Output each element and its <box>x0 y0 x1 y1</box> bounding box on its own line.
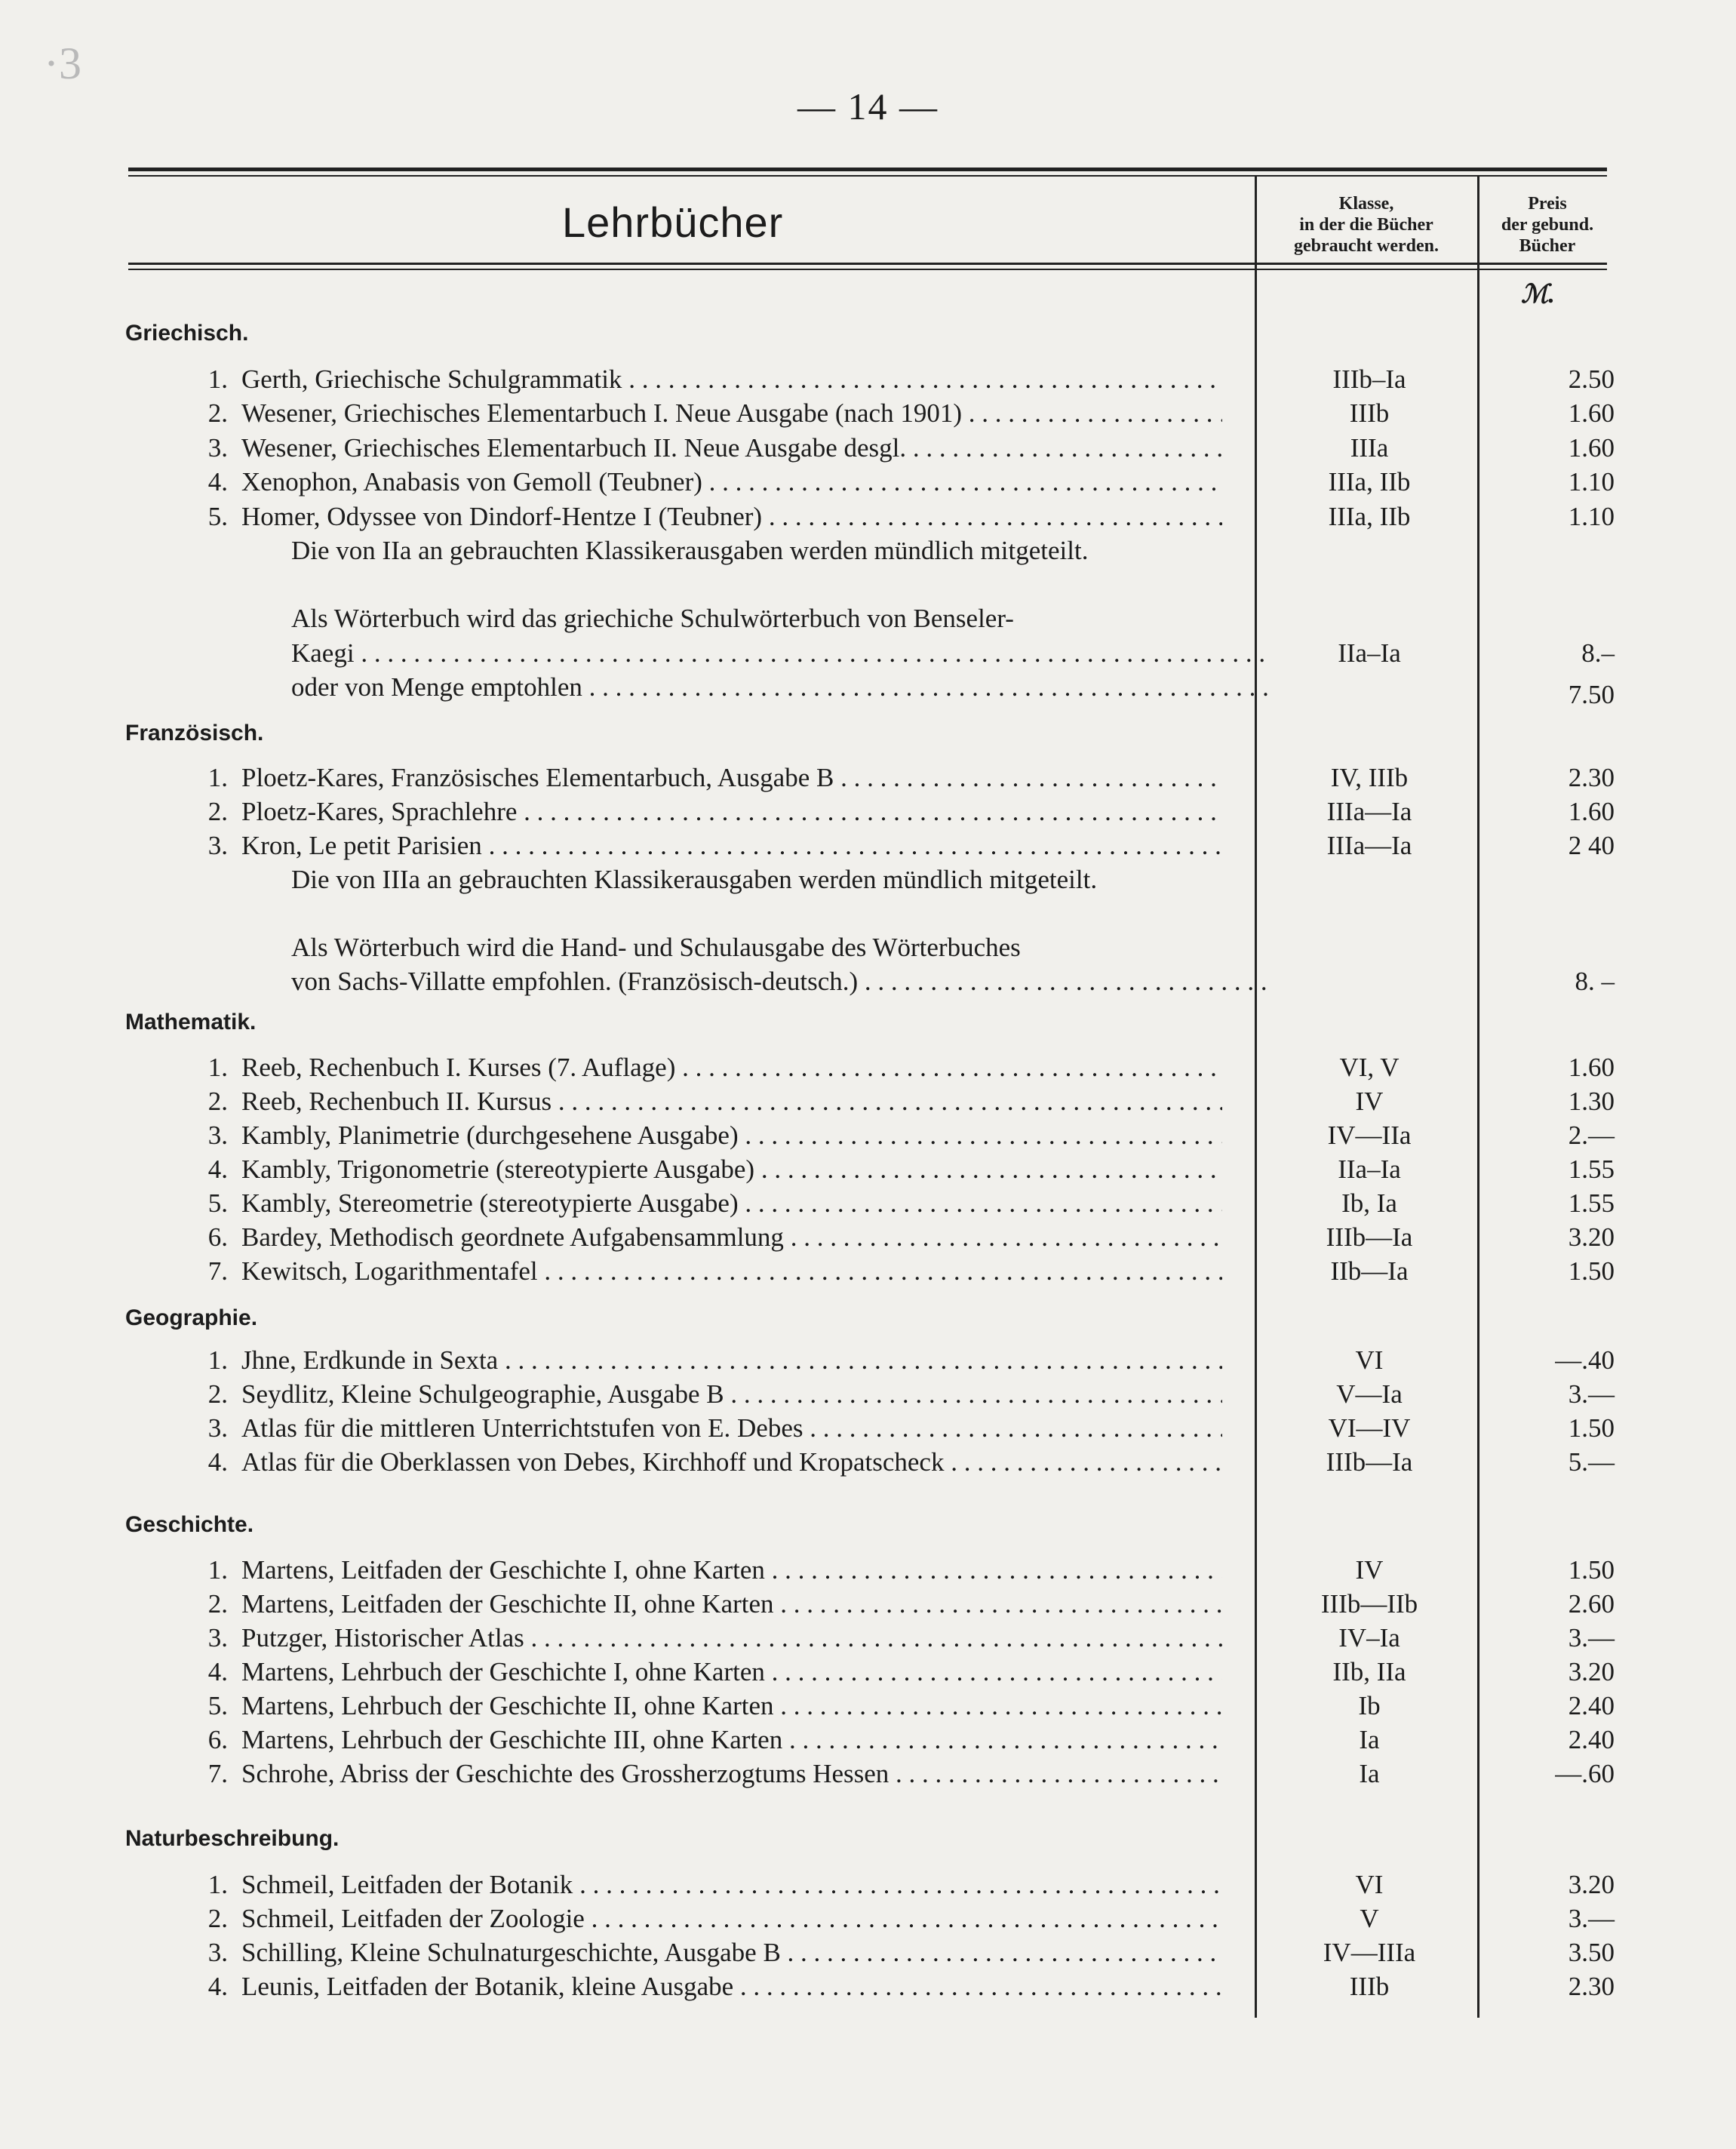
book-row: 2. Reeb, Rechenbuch II. Kursus . . . IV 1.30 <box>0 1084 1736 1118</box>
book-row: 3. Kron, Le petit Parisien . . . IIIa—Ia 2 40 <box>0 829 1736 862</box>
header-second-rule <box>128 175 1607 177</box>
page-number: — 14 — <box>797 85 939 128</box>
book-row: 1. Ploetz-Kares, Französisches Elementarbuch, Ausgabe B . . . IV, IIIb 2.30 <box>0 761 1736 795</box>
book-row: 6. Martens, Lehrbuch der Geschichte III, ohne Karten . . . Ia 2.40 <box>0 1723 1736 1757</box>
book-row: 3. Wesener, Griechisches Elementarbuch II. Neue Ausgabe desgl. . . . IIIa 1.60 <box>0 431 1736 465</box>
corner-mark: ·3 <box>44 38 81 88</box>
header-title: Lehrbücher <box>562 198 784 246</box>
section-heading-griechisch: Griechisch. <box>125 321 249 346</box>
book-row: 2. Schmeil, Leitfaden der Zoologie . . . V 3.— <box>0 1902 1736 1935</box>
note-text: Als Wörterbuch wird das griechiche Schulwörterbuch von Benseler- <box>291 604 1014 633</box>
book-row: oder von Menge emptohlen . . . 7.50 <box>0 670 1736 704</box>
book-row: 3. Putzger, Historischer Atlas . . . IV–Ia 3.— <box>0 1621 1736 1655</box>
section-heading-geographie: Geographie. <box>125 1305 258 1330</box>
header-bottom-rule-2 <box>128 269 1607 270</box>
book-row: 2. Wesener, Griechisches Elementarbuch I. Neue Ausgabe (nach 1901) . . . IIIb 1.60 <box>0 396 1736 430</box>
book-row: 3. Kambly, Planimetrie (durchgesehene Ausgabe) . . . IV—IIa 2.— <box>0 1118 1736 1152</box>
book-row: 2. Ploetz-Kares, Sprachlehre . . . IIIa—Ia 1.60 <box>0 795 1736 829</box>
book-row: 1. Jhne, Erdkunde in Sexta . . . VI —.40 <box>0 1343 1736 1377</box>
book-row: 7. Kewitsch, Logarithmentafel . . . IIb—Ia 1.50 <box>0 1254 1736 1288</box>
header-top-rule <box>128 168 1607 171</box>
book-row: von Sachs-Villatte empfohlen. (Französisch-deutsch.) . . . 8. – <box>0 964 1736 998</box>
book-row: 2. Seydlitz, Kleine Schulgeographie, Ausgabe B . . . V—Ia 3.— <box>0 1377 1736 1411</box>
section-heading-naturbeschreibung: Naturbeschreibung. <box>125 1826 340 1851</box>
section-heading-mathematik: Mathematik. <box>125 1010 257 1035</box>
book-row: 4. Atlas für die Oberklassen von Debes, Kirchhoff und Kropatscheck . . . IIIb—Ia 5.— <box>0 1445 1736 1479</box>
book-row: 6. Bardey, Methodisch geordnete Aufgabensammlung . . . IIIb—Ia 3.20 <box>0 1220 1736 1254</box>
book-row: 3. Atlas für die mittleren Unterrichtstufen von E. Debes . . . VI—IV 1.50 <box>0 1411 1736 1445</box>
book-row: 1. Reeb, Rechenbuch I. Kurses (7. Auflage) . . . VI, V 1.60 <box>0 1050 1736 1084</box>
header-class-column: Klasse, in der die Bücher gebraucht werden. <box>1294 194 1439 256</box>
book-row: 1. Martens, Leitfaden der Geschichte I, ohne Karten . . . IV 1.50 <box>0 1553 1736 1587</box>
section-heading-franzoesisch: Französisch. <box>125 721 264 746</box>
note-text: Die von IIa an gebrauchten Klassikerausgaben werden mündlich mitgeteilt. <box>291 536 1089 565</box>
book-row: 2. Martens, Leitfaden der Geschichte II, ohne Karten . . . IIIb—IIb 2.60 <box>0 1587 1736 1621</box>
book-row: 4. Xenophon, Anabasis von Gemoll (Teubner) . . . IIIa, IIb 1.10 <box>0 465 1736 499</box>
book-row: 4. Leunis, Leitfaden der Botanik, kleine Ausgabe . . . IIIb 2.30 <box>0 1969 1736 2003</box>
header-bottom-rule <box>128 263 1607 265</box>
note-text: Die von IIIa an gebrauchten Klassikerausgaben werden mündlich mitgeteilt. <box>291 865 1098 894</box>
book-row: 1. Gerth, Griechische Schulgrammatik . . . IIIb–Ia 2.50 <box>0 362 1736 396</box>
book-row: 3. Schilling, Kleine Schulnaturgeschichte, Ausgabe B . . . IV—IIIa 3.50 <box>0 1935 1736 1969</box>
note-text: Als Wörterbuch wird die Hand- und Schulausgabe des Wörterbuches <box>291 933 1021 962</box>
book-row: 7. Schrohe, Abriss der Geschichte des Grossherzogtums Hessen . . . Ia —.60 <box>0 1757 1736 1791</box>
section-heading-geschichte: Geschichte. <box>125 1512 254 1537</box>
book-row: 1. Schmeil, Leitfaden der Botanik . . . VI 3.20 <box>0 1868 1736 1902</box>
book-row: 4. Kambly, Trigonometrie (stereotypierte Ausgabe) . . . IIa–Ia 1.55 <box>0 1152 1736 1186</box>
book-row: Kaegi . . . IIa–Ia 8.– <box>0 636 1736 670</box>
book-row: 5. Martens, Lehrbuch der Geschichte II, ohne Karten . . . Ib 2.40 <box>0 1689 1736 1723</box>
book-row: 5. Kambly, Stereometrie (stereotypierte Ausgabe) . . . Ib, Ia 1.55 <box>0 1186 1736 1220</box>
currency-mark: ℳ. <box>1521 281 1555 309</box>
book-row: 4. Martens, Lehrbuch der Geschichte I, ohne Karten . . . IIb, IIa 3.20 <box>0 1655 1736 1689</box>
header-price-column: Preis der gebund. Bücher <box>1501 194 1594 256</box>
book-row: 5. Homer, Odyssee von Dindorf-Hentze I (Teubner) . . . IIIa, IIb 1.10 <box>0 500 1736 533</box>
